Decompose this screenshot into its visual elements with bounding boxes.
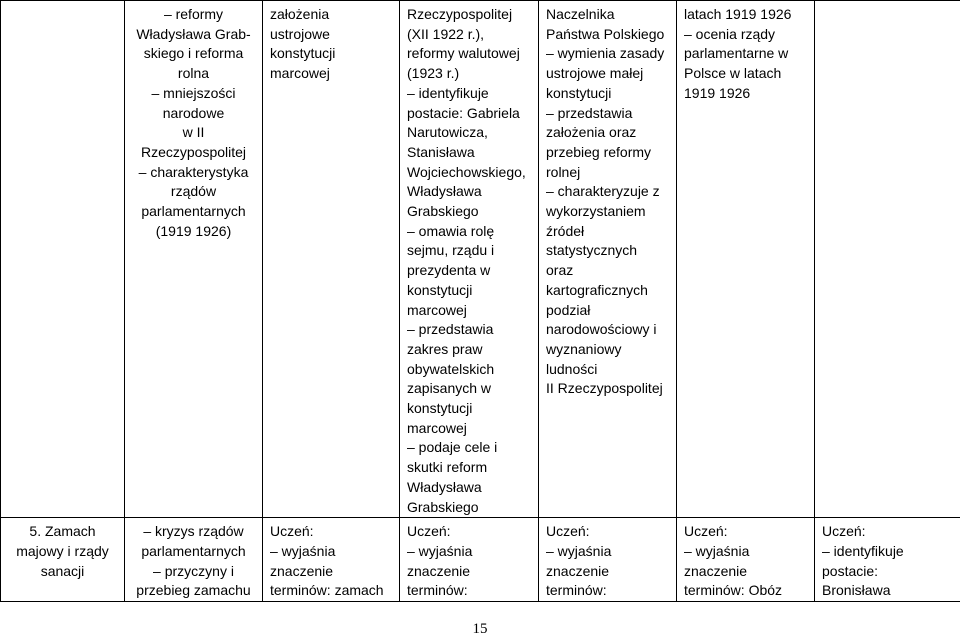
- cell-requirements-extended: [677, 518, 815, 602]
- cell-text-line: ustrojowe: [270, 25, 399, 45]
- cell-text-line: postacie: Gabriela: [407, 104, 538, 124]
- cell-text-line: parlamentarne w: [684, 44, 814, 64]
- cell-text-line: Wojciechowskiego,: [407, 163, 538, 183]
- cell-text-line: postacie:: [822, 562, 960, 582]
- cell-text-line: – podaje cele i: [407, 438, 538, 458]
- cell-text-line: zapisanych w: [407, 379, 538, 399]
- cell-text-line: przebieg zamachu: [129, 581, 258, 601]
- cell-text-line: Uczeń:: [684, 522, 814, 542]
- cell-text-line: Stanisława: [407, 143, 538, 163]
- cell-text-line: sejmu, rządu i: [407, 241, 538, 261]
- cell-text-line: (1923 r.): [407, 64, 538, 84]
- cell-text-line: sanacji: [5, 562, 120, 582]
- cell-text-line: wyznaniowy: [546, 340, 676, 360]
- cell-text-line: przebieg reformy: [546, 143, 676, 163]
- cell-issues: [125, 518, 263, 602]
- cell-requirements-intermediate: [400, 518, 539, 602]
- cell-text-line: skutki reform: [407, 458, 538, 478]
- cell-text-line: założenia oraz: [546, 123, 676, 143]
- cell-text-line: Uczeń:: [822, 522, 960, 542]
- cell-text-line: narodowościowy i: [546, 320, 676, 340]
- cell-text-line: obywatelskich: [407, 360, 538, 380]
- cell-text-line: 5. Zamach: [5, 522, 120, 542]
- cell-text-line: narodowe: [129, 104, 258, 124]
- cell-requirements-intermediate: [400, 1, 539, 518]
- cell-text-line: – identyfikuje: [407, 84, 538, 104]
- cell-text-line: znaczenie: [684, 562, 814, 582]
- cell-requirements-basic: [263, 1, 400, 518]
- cell-text-line: – przyczyny i: [129, 562, 258, 582]
- cell-lesson-topic: [1, 1, 125, 518]
- cell-text-line: Uczeń:: [270, 522, 399, 542]
- cell-text-line: Rzeczypospolitej: [407, 5, 538, 25]
- cell-text-line: parlamentarnych: [129, 202, 258, 222]
- cell-text-line: II Rzeczypospolitej: [546, 379, 676, 399]
- cell-requirements-excellent: [815, 518, 960, 602]
- cell-text-line: marcowej: [407, 419, 538, 439]
- cell-text-line: – mniejszości: [129, 84, 258, 104]
- cell-text-line: Państwa Polskiego: [546, 25, 676, 45]
- cell-text-line: rolna: [129, 64, 258, 84]
- cell-text-line: Rzeczypospolitej: [129, 143, 258, 163]
- cell-lesson-topic: [1, 518, 125, 602]
- cell-text-line: marcowej: [407, 301, 538, 321]
- cell-text-line: rolnej: [546, 163, 676, 183]
- cell-text-line: oraz: [546, 261, 676, 281]
- cell-text-line: konstytucji: [407, 281, 538, 301]
- cell-text-line: majowy i rządy: [5, 542, 120, 562]
- cell-text-line: założenia: [270, 5, 399, 25]
- cell-text-line: 1919 1926: [684, 84, 814, 104]
- cell-text-line: źródeł: [546, 222, 676, 242]
- cell-text-line: (XII 1922 r.),: [407, 25, 538, 45]
- cell-text-line: – reformy: [129, 5, 258, 25]
- cell-text-line: reformy walutowej: [407, 44, 538, 64]
- cell-text-line: Uczeń:: [407, 522, 538, 542]
- cell-text-line: terminów:: [546, 581, 676, 601]
- cell-text-line: statystycznych: [546, 241, 676, 261]
- cell-text-line: – ocenia rządy: [684, 25, 814, 45]
- cell-text-line: konstytucji: [270, 44, 399, 64]
- cell-text-line: – wymienia zasady: [546, 44, 676, 64]
- cell-text-line: (1919 1926): [129, 222, 258, 242]
- cell-text-line: Grabskiego: [407, 498, 538, 518]
- cell-text-line: Naczelnika: [546, 5, 676, 25]
- cell-text-line: Grabskiego: [407, 202, 538, 222]
- cell-text-line: – wyjaśnia: [270, 542, 399, 562]
- cell-text-line: terminów: Obóz: [684, 581, 814, 601]
- cell-text-line: rządów: [129, 182, 258, 202]
- cell-text-line: terminów:: [407, 581, 538, 601]
- cell-issues: [125, 1, 263, 518]
- cell-text-line: kartograficznych: [546, 281, 676, 301]
- cell-text-line: Narutowicza,: [407, 123, 538, 143]
- cell-requirements-advanced: [539, 1, 677, 518]
- cell-text-line: latach 1919 1926: [684, 5, 814, 25]
- cell-text-line: ludności: [546, 360, 676, 380]
- cell-requirements-basic: [263, 518, 400, 602]
- cell-text-line: – identyfikuje: [822, 542, 960, 562]
- cell-text-line: – przedstawia: [407, 320, 538, 340]
- cell-text-line: wykorzystaniem: [546, 202, 676, 222]
- cell-text-line: – przedstawia: [546, 104, 676, 124]
- cell-text-line: parlamentarnych: [129, 542, 258, 562]
- cell-text-line: – charakteryzuje z: [546, 182, 676, 202]
- cell-text-line: Bronisława: [822, 581, 960, 601]
- cell-text-line: w II: [129, 123, 258, 143]
- cell-text-line: Władysława Grab-: [129, 25, 258, 45]
- cell-text-line: prezydenta w: [407, 261, 538, 281]
- cell-text-line: konstytucji: [546, 84, 676, 104]
- cell-text-line: zakres praw: [407, 340, 538, 360]
- cell-text-line: znaczenie: [270, 562, 399, 582]
- cell-text-line: Władysława: [407, 182, 538, 202]
- cell-text-line: Uczeń:: [546, 522, 676, 542]
- cell-text-line: – wyjaśnia: [684, 542, 814, 562]
- cell-text-line: ustrojowe małej: [546, 64, 676, 84]
- cell-text-line: – wyjaśnia: [546, 542, 676, 562]
- cell-text-line: znaczenie: [407, 562, 538, 582]
- cell-text-line: znaczenie: [546, 562, 676, 582]
- cell-text-line: Władysława: [407, 478, 538, 498]
- cell-text-line: podział: [546, 301, 676, 321]
- page-number: 15: [0, 621, 960, 638]
- cell-requirements-extended: [677, 1, 815, 518]
- cell-text-line: Polsce w latach: [684, 64, 814, 84]
- cell-text-line: – kryzys rządów: [129, 522, 258, 542]
- table-row-lesson-5: [1, 518, 960, 602]
- cell-text-line: terminów: zamach: [270, 581, 399, 601]
- cell-text-line: – omawia rolę: [407, 222, 538, 242]
- cell-text-line: – wyjaśnia: [407, 542, 538, 562]
- cell-text-line: – charakterystyka: [129, 163, 258, 183]
- table-row-continuation: [1, 1, 960, 518]
- cell-requirements-advanced: [539, 518, 677, 602]
- cell-text-line: skiego i reforma: [129, 44, 258, 64]
- cell-text-line: marcowej: [270, 64, 399, 84]
- cell-text-line: konstytucji: [407, 399, 538, 419]
- cell-requirements-excellent: [815, 1, 960, 518]
